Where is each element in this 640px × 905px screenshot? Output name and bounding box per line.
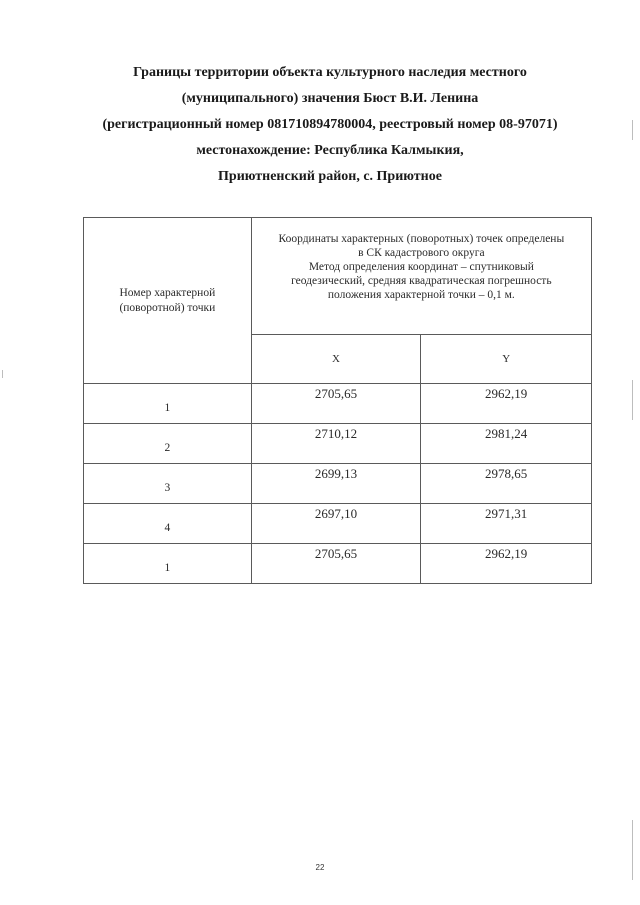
title-line-1: Границы территории объекта культурного наследия местного bbox=[133, 65, 527, 80]
cell-point: 2 bbox=[84, 424, 252, 464]
header-x: X bbox=[251, 335, 421, 384]
table-row bbox=[84, 544, 592, 584]
title-line-3: (регистрационный номер 081710894780004, реестровый номер 08-97071) bbox=[102, 117, 558, 132]
cell-y: 2981,24 bbox=[421, 424, 592, 464]
cell-y: 2962,19 bbox=[421, 544, 592, 584]
table-row bbox=[84, 384, 592, 424]
cell-point: 1 bbox=[84, 384, 252, 424]
coordinates-table bbox=[83, 217, 592, 584]
header-coordinates bbox=[251, 218, 591, 335]
page-number: 22 bbox=[315, 863, 325, 872]
header-coords-line-1: Координаты характерных (поворотных) точек определены bbox=[278, 233, 565, 245]
header-coords-line-5: положения характерной точки – 0,1 м. bbox=[327, 289, 515, 301]
table-row bbox=[84, 464, 592, 504]
title-line-4: местонахождение: Республика Калмыкия, bbox=[196, 143, 464, 158]
header-point-number bbox=[84, 218, 252, 384]
title-line-5: Приютненский район, с. Приютное bbox=[218, 169, 442, 184]
header-coords-line-3: Метод определения координат – спутниковый bbox=[308, 261, 534, 273]
cell-point: 4 bbox=[84, 504, 252, 544]
table-row bbox=[84, 504, 592, 544]
cell-x: 2710,12 bbox=[251, 424, 421, 464]
cell-y: 2962,19 bbox=[421, 384, 592, 424]
title-line-2: (муниципального) значения Бюст В.И. Ленина bbox=[181, 91, 479, 106]
cell-x: 2705,65 bbox=[251, 544, 421, 584]
cell-x: 2697,10 bbox=[251, 504, 421, 544]
cell-x: 2705,65 bbox=[251, 384, 421, 424]
table-header-row bbox=[84, 218, 592, 335]
cell-y: 2978,65 bbox=[421, 464, 592, 504]
table-row bbox=[84, 424, 592, 464]
header-point-line-2: (поворотной) точки bbox=[119, 301, 216, 314]
cell-y: 2971,31 bbox=[421, 504, 592, 544]
cell-point: 1 bbox=[84, 544, 252, 584]
scan-artifact bbox=[632, 820, 633, 880]
header-coords-line-4: геодезический, средняя квадратическая погрешность bbox=[291, 275, 552, 287]
scan-artifact bbox=[632, 120, 633, 140]
header-coords-line-2: в СК кадастрового округа bbox=[358, 247, 485, 259]
scan-artifact bbox=[632, 380, 633, 420]
cell-x: 2699,13 bbox=[251, 464, 421, 504]
scan-artifact bbox=[2, 370, 3, 378]
document-title bbox=[60, 60, 600, 190]
header-point-line-1: Номер характерной bbox=[119, 286, 216, 299]
header-y: Y bbox=[421, 335, 592, 384]
cell-point: 3 bbox=[84, 464, 252, 504]
